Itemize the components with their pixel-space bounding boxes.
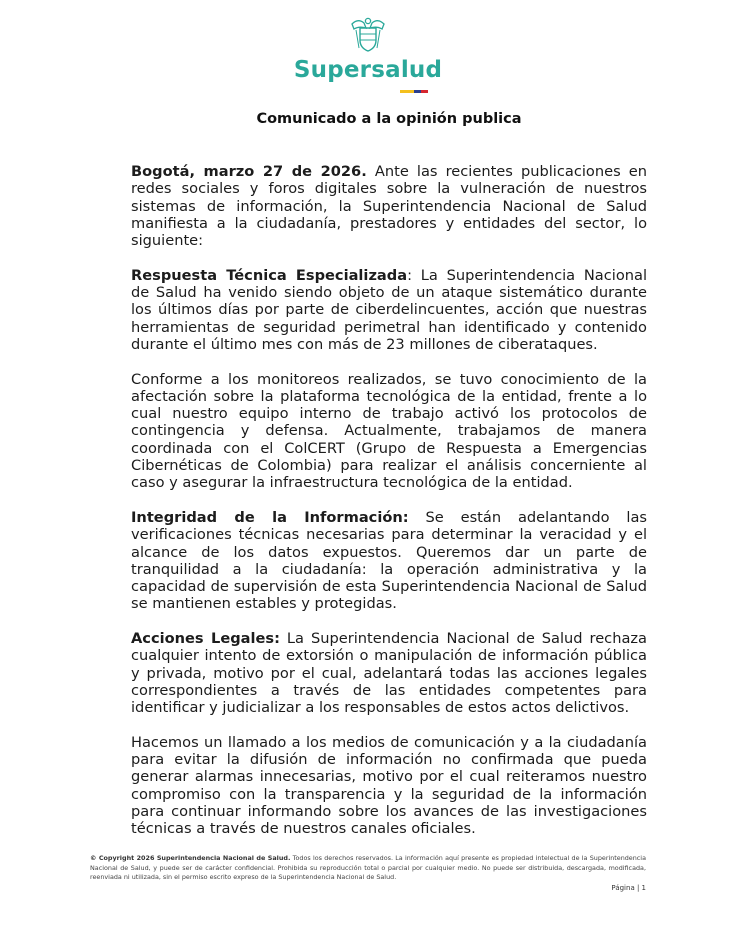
colombia-coat-of-arms-icon: [348, 14, 388, 54]
logo-wordmark: Supersalud: [293, 57, 443, 83]
copyright-text: Todos los derechos reservados. La información aquí presente es propiedad intelectual de la Superintendencia Nacional de Salud, y puede ser de carácter confidencial. Prohibida su reproducción total o parcial por cualquier medio. No puede ser distribuida, descargada, modificada, reenviada ni utilizada, sin el permiso escrito expreso de la Superintendencia Nacional de Salud.: [90, 854, 646, 881]
flag-color-bar: [400, 90, 428, 93]
page-number: Página | 1: [611, 884, 646, 892]
copyright-lead: © Copyright 2026 Superintendencia Nacional de Salud.: [90, 854, 291, 862]
paragraph-text: Hacemos un llamado a los medios de comunicación y a la ciudadanía para evitar la difusión de información no confirmada que pueda generar alarmas innecesarias, motivo por el cual reiteramos nuestro compromiso con la transparencia y la seguridad de la información para continuar informando sobre los avances de las investigaciones técnicas a través de nuestros canales oficiales.: [131, 733, 647, 838]
paragraph-text: Se están adelantando las verificaciones técnicas necesarias para determinar la veracidad y el alcance de los datos expuestos. Queremos dar un parte de tranquilidad a la ciudadanía: la operación administrativa y la capacidad de supervisión de esta Superintendencia Nacional de Salud se mantienen estables y protegidas.: [131, 508, 647, 613]
paragraph-lead: Respuesta Técnica Especializada: [131, 266, 408, 284]
paragraph-lead: Acciones Legales:: [131, 630, 280, 648]
document-body: [131, 163, 647, 855]
paragraph-text: : La Superintendencia Nacional de Salud ha venido siendo objeto de un ataque sistemático durante los últimos días por parte de ciberdelincuentes, acción que nuestras herramientas de seguridad perimetral han identificado y contenido durante el último mes con más de 23 millones de ciberataques.: [131, 266, 647, 353]
paragraph-intro: [131, 163, 647, 249]
document-title: Comunicado a la opinión publica: [256, 111, 522, 127]
paragraph-text: Ante las recientes publicaciones en redes sociales y foros digitales sobre la vulneración de nuestros sistemas de información, la Superintendencia Nacional de Salud manifiesta a la ciudadanía, prestadores y entidades del sector, lo siguiente:: [131, 163, 647, 250]
paragraph-text: La Superintendencia Nacional de Salud rechaza cualquier intento de extorsión o manipulación de información pública y privada, motivo por el cual, adelantará todas las acciones legales correspondientes a través de las entidades competentes para identificar y judicializar a los responsables de estos actos delictivos.: [131, 630, 647, 717]
letterhead: [0, 10, 736, 90]
paragraph-lead: Integridad de la Información:: [131, 508, 409, 526]
paragraph-monitoring: [131, 371, 647, 492]
paragraph-legal-actions: [131, 630, 647, 716]
paragraph-technical-response: [131, 267, 647, 353]
paragraph-lead: Bogotá, marzo 27 de 2026.: [131, 163, 367, 180]
copyright-footer: [90, 854, 646, 883]
paragraph-text: Conforme a los monitoreos realizados, se tuvo conocimiento de la afectación sobre la plataforma tecnológica de la entidad, frente a lo cual nuestro equipo interno de trabajo activó los protocolos de contingencia y defensa. Actualmente, trabajamos de manera coordinada con el ColCERT (Grupo de Respuesta a Emergencias Cibernéticas de Colombia) para realizar el análisis concerniente al caso y asegurar la infraestructura tecnológica de la entidad.: [131, 370, 647, 492]
paragraph-call-to-action: [131, 734, 647, 838]
paragraph-integrity: [131, 509, 647, 613]
